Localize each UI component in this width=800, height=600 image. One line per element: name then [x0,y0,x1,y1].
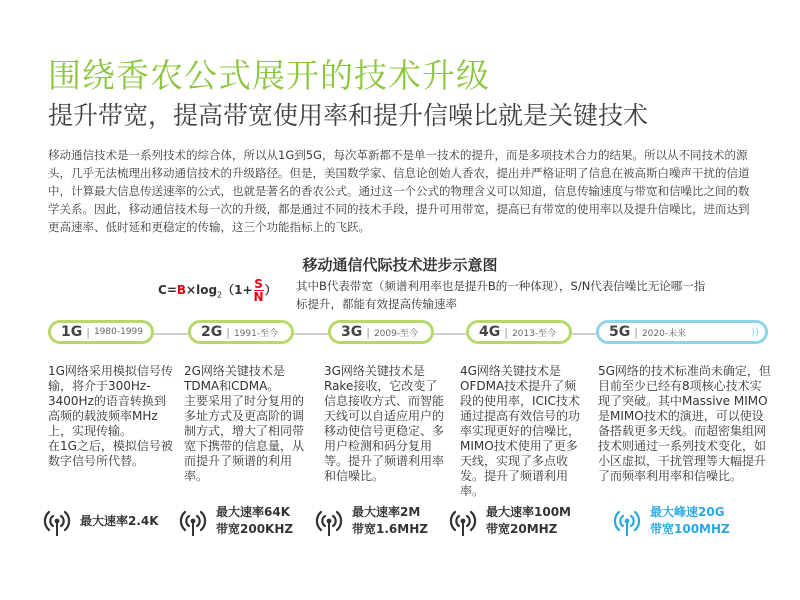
formula-close: ） [264,283,277,297]
gen-years: 2013-至今 [511,328,557,339]
formula-description: 其中B代表带宽（频谱利用率也是提升B的一种体现），S/N代表信噪比无论哪一指标提升，都能有效提高传输速率 [296,279,706,311]
speed-max: 最大速率2M [352,505,421,519]
gen-label: 5G [609,324,631,340]
signal-tower-icon [176,504,210,538]
formula-b: B [176,283,187,297]
gen-badge-2g [188,320,294,344]
formula-open: （1+ [222,283,253,297]
gen-badge-5g [596,320,768,344]
signal-tower-icon [312,504,346,538]
gen-label: 4G [479,324,501,340]
gen-description-3g: 3G网络关键技术是Rake接收，它改变了信息接收方式、而智能天线可以自适应用户的移动使信号更稳定、多用户检测和码分复用等。提升了频谱利用率和信噪比。 [324,364,445,483]
formula-numerator: S [254,277,263,291]
generation-timeline [48,320,768,348]
formula-log-base: 2 [217,290,223,300]
bandwidth: 带宽100MHZ [650,522,730,536]
speed-3g [312,504,428,538]
speed-max: 最大速率2.4K [80,513,159,528]
gen-badge-1g [48,320,154,344]
formula-log: ×log [186,283,218,297]
speed-max: 最大速率64K [216,505,290,519]
gen-badge-4g [466,320,572,344]
gen-description-5g: 5G网络的技术标准尚未确定，但目前至少已经有8项核心技术实现了突破。其中Massive MIMO是MIMO技术的演进，可以使设备搭载更多天线。而超密集组网技术则通过一系列技术变化，如小区虚拟，干扰管理等大幅提升了而频率利用率和信噪比。 [598,364,771,483]
page-subtitle: 提升带宽，提高带宽使用率和提升信噪比就是关键技术 [48,101,649,130]
speed-max: 最大峰速20G [650,505,725,519]
speed-4g [446,504,571,538]
signal-tower-icon [446,504,480,538]
speed-max: 最大速率100M [486,505,571,519]
gen-sep: | [504,325,508,339]
signal-tower-icon [40,504,74,538]
gen-description-2g: 2G网络关键技术是TDMA和CDMA。 主要采用了时分复用的多址方式及更高阶的调制方式，增大了相同带宽下携带的信息量，从而提升了频谱的利用率。 [184,364,305,483]
diagram-title: 移动通信代际技术进步示意图 [302,256,498,274]
formula-c: C [158,283,167,297]
gen-years: 1991-至今 [233,328,279,339]
gen-years: 2020-未来 [641,328,687,339]
signal-tower-icon [610,504,644,538]
gen-description-1g: 1G网络采用模拟信号传输，将介于300Hz-3400Hz的语音转换到高频的载波频率MHz上，实现传输。 在1G之后，模拟信号被数字信号所代替。 [48,364,173,468]
gen-sep: | [366,325,370,339]
formula-denominator: N [253,290,264,304]
gen-sep: | [86,325,90,339]
gen-label: 2G [201,324,223,340]
gen-sep: | [634,325,638,339]
formula-eq: = [166,283,177,297]
gen-description-4g: 4G网络关键技术是OFDMA技术提升了频段的使用率，ICIC技术通过提高有效信号的功率实现更好的信噪比，MIMO技术使用了更多天线，实现了多点收发。提升了频谱利用率。 [460,364,581,498]
gen-years: 2009-至今 [373,328,419,339]
bandwidth: 带宽1.6MHZ [352,522,428,536]
gen-years: 1980-1999 [93,327,144,337]
gen-label: 3G [341,324,363,340]
speed-2g [176,504,293,538]
speed-5g [610,504,730,538]
shannon-formula [158,278,277,303]
gen-sep: | [226,325,230,339]
page-title: 围绕香农公式展开的技术升级 [48,56,490,95]
gen-badge-3g [328,320,434,344]
intro-paragraph: 移动通信技术是一系列技术的综合体，所以从1G到5G，每次革新都不是单一技术的提升，而是多项技术合力的结果。所以从不同技术的源头，几乎无法梳理出移动通信技术的升级路径。但是，美国数学家、信息论创始人香农，提出并严格证明了信息在被高斯白噪声干扰的信道中，计算最大信息传送速率的公式，也就是著名的香农公式。通过这一个公式的物理含义可以知道，信息传输速度与带宽和信噪比之间的数学关系。因此，移动通信技术每一次的升级，都是通过不同的技术手段，提升可用带宽，提高已有带宽的使用率以及提升信噪比，进而达到更高速率、低时延和更稳定的传输，这三个功能指标上的飞跃。 [48,148,750,234]
signal-wave-icon: )) [751,327,759,338]
bandwidth: 带宽20MHZ [486,522,558,536]
formula-fraction [254,278,264,303]
bandwidth: 带宽200KHZ [216,522,294,536]
speed-1g [40,504,159,538]
gen-label: 1G [61,324,83,340]
